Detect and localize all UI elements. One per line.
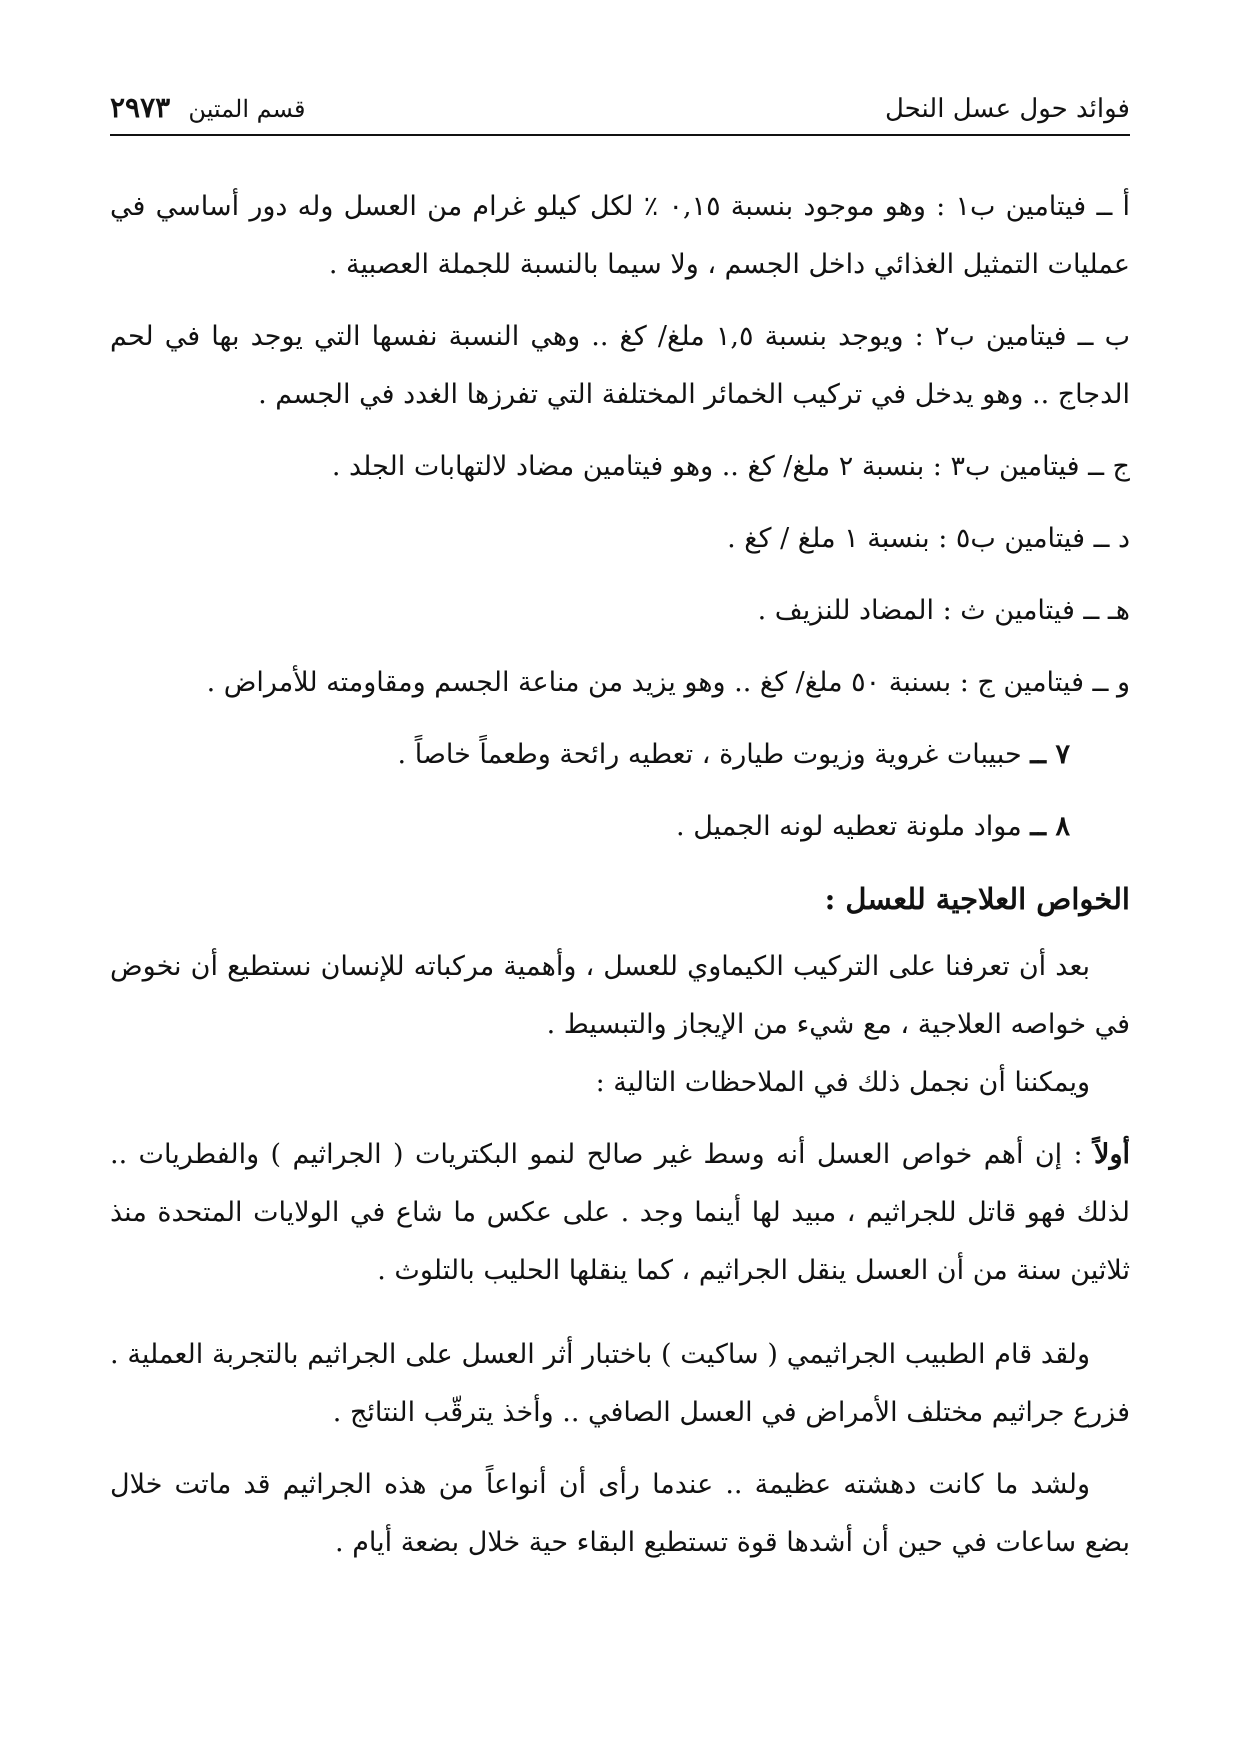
page-number: ٢٩٧٣ [110,91,171,124]
note-text: : إن أهم خواص العسل أنه وسط غير صالح لنمو البكتريات ( الجراثيم ) والفطريات .. لذلك فهو قاتل للجراثيم ، مبيد لها أينما وجد . على عكس ما شاع في الولايات المتحدة منذ ثلاثين سنة من أن العسل ينقل الجراثيم ، كما ينقلها الحليب بالتلوث . [110,1139,1130,1286]
list-item-7 [110,726,1130,784]
paragraph: ولقد قام الطبيب الجراثيمي ( ساكيت ) باختبار أثر العسل على الجراثيم بالتجربة العملية . فزرع جراثيم مختلف الأمراض في العسل الصافي .. وأخذ يترقّب النتائج . [110,1339,1130,1428]
book-title: فوائد حول عسل النحل [884,94,1130,124]
paragraph-first-note [110,1126,1130,1300]
header-rule [110,134,1130,136]
section-info [110,91,306,124]
section-label: قسم المتين [188,95,306,123]
paragraph: بعد أن تعرفنا على التركيب الكيماوي للعسل ، وأهمية مركباته للإنسان نستطيع أن نخوض في خواصه العلاجية ، مع شيء من الإيجاز والتبسيط . [110,951,1130,1040]
list-number: ٧ ــ [1030,739,1070,770]
vitamin-b2-item: ب ــ فيتامين ب٢ : ويوجد بنسبة ١,٥ ملغ/ كغ .. وهي النسبة نفسها التي يوجد بها في لحم الدجاج .. وهو يدخل في تركيب الخمائر المختلفة التي تفرزها الغدد في الجسم . [110,321,1131,410]
vitamin-th-item: هـ ــ فيتامين ث : المضاد للنزيف . [757,595,1130,626]
vitamin-b5-item: د ــ فيتامين ب٥ : بنسبة ١ ملغ / كغ . [727,523,1130,554]
paragraph: ويمكننا أن نجمل ذلك في الملاحظات التالية : [595,1067,1090,1098]
list-item-8 [110,798,1130,856]
vitamin-b3-item: ج ــ فيتامين ب٣ : بنسبة ٢ ملغ/ كغ .. وهو فيتامين مضاد لالتهابات الجلد . [331,451,1130,482]
list-text: حبيبات غروية وزيوت طيارة ، تعطيه رائحة وطعماً خاصاً . [397,739,1022,770]
vitamin-c-item: و ــ فيتامين ج : بسنبة ٥٠ ملغ/ كغ .. وهو يزيد من مناعة الجسم ومقاومته للأمراض . [206,667,1130,698]
running-header [110,78,1130,124]
page [110,78,1130,1718]
list-number: ٨ ــ [1030,811,1070,842]
page-body [110,178,1130,1572]
list-text: مواد ملونة تعطيه لونه الجميل . [676,811,1022,842]
vitamin-b1-item: أ ــ فيتامين ب١ : وهو موجود بنسبة ٠,١٥ ٪ لكل كيلو غرام من العسل وله دور أساسي في عمليات التمثيل الغذائي داخل الجسم ، ولا سيما بالنسبة للجملة العصبية . [110,191,1130,280]
note-lead: أولاً [1094,1139,1130,1170]
paragraph: ولشد ما كانت دهشته عظيمة .. عندما رأى أن أنواعاً من هذه الجراثيم قد ماتت خلال بضع ساعات في حين أن أشدها قوة تستطيع البقاء حية خلال بضعة أيام . [110,1469,1130,1558]
section-heading: الخواص العلاجية للعسل : [824,882,1130,916]
